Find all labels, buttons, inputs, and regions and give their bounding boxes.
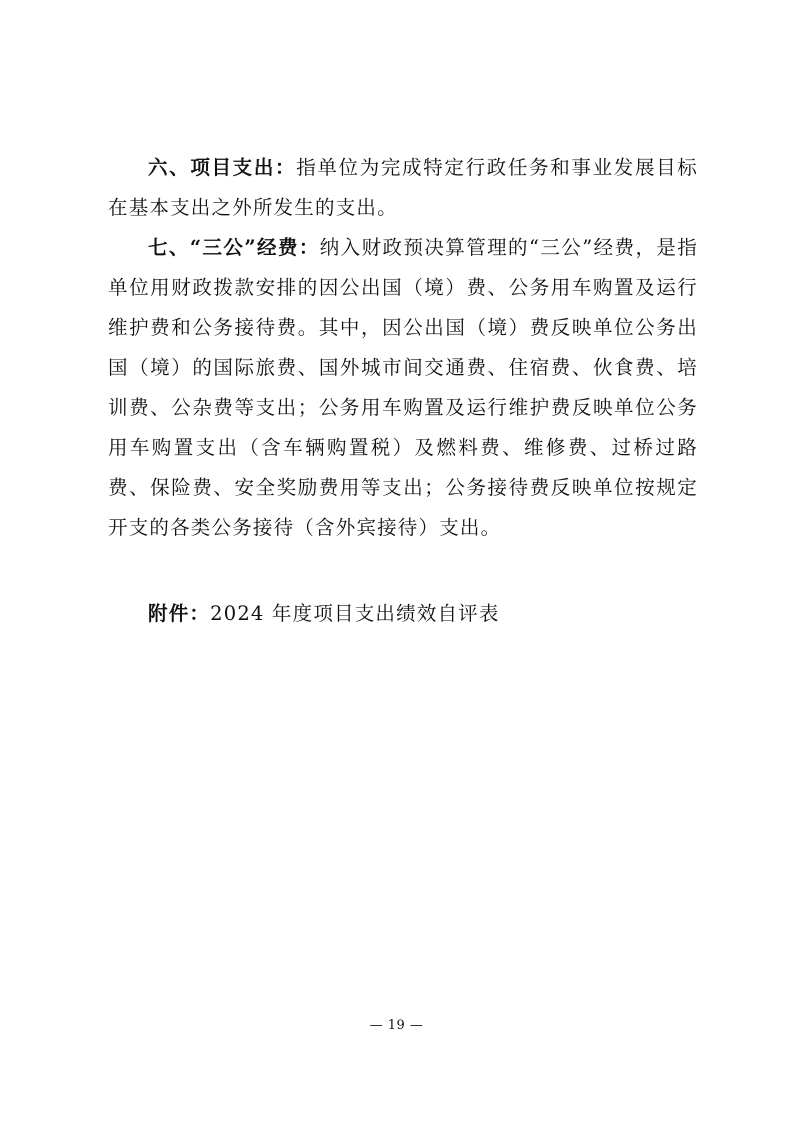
page-number: — 19 — [369,1018,424,1033]
attachment-label: 附件： [148,602,211,625]
section-text: 纳入财政预决算管理的“三公”经费，是指单位用财政拨款安排的因公出国（境）费、公务用车购置及运行维护费和公务接待费。其中，因公出国（境）费反映单位公务出国（境）的国际旅费、国外城市间交通费、住宿费、伙食费、培训费、公杂费等支出；公务用车购置及运行维护费反映单位公务用车购置支出（含车辆购置税）及燃料费、维修费、过桥过路费、保险费、安全奖励费用等支出；公务接待费反映单位按规定开支的各类公务接待（含外宾接待）支出。 [108,236,698,539]
section-heading: 七、“三公”经费： [148,236,320,259]
section-three-public-expenses [108,228,698,548]
document-body [108,148,698,634]
section-text: 指单位为完成特定行政任务和事业发展目标在基本支出之外所发生的支出。 [108,156,698,219]
section-project-expenditure [108,148,698,228]
section-heading: 六、项目支出： [148,156,297,179]
attachment-text: 2024 年度项目支出绩效自评表 [210,602,500,625]
attachment-line [108,594,698,634]
